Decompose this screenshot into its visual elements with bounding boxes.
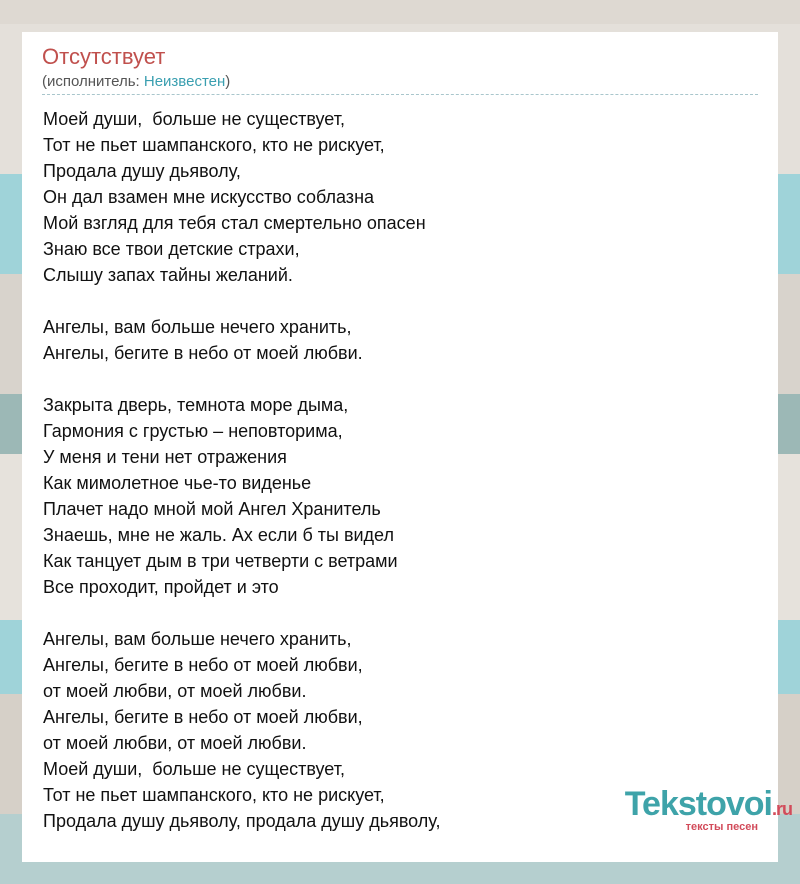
bg-stripe — [0, 0, 800, 24]
chorus-2 — [43, 626, 441, 834]
lyric-line: Моей души, больше не существует, — [43, 759, 345, 779]
logo-tld: .ru — [771, 799, 792, 819]
lyric-line: от моей любви, от моей любви. — [43, 733, 307, 753]
lyric-line: Ангелы, бегите в небо от моей любви, — [43, 707, 363, 727]
verse-2 — [43, 392, 441, 600]
artist-link[interactable]: Неизвестен — [143, 73, 226, 90]
lyric-line: Он дал взамен мне искусство соблазна — [43, 187, 375, 207]
lyric-line: Как танцует дым в три четверти с ветрами — [43, 551, 398, 571]
lyric-line: Гармония с грустью – неповторима, — [43, 421, 343, 441]
lyric-line: Ангелы, бегите в небо от моей любви. — [43, 343, 363, 363]
lyric-line: Все проходит, пройдет и это — [43, 577, 279, 597]
stanza-gap — [43, 600, 441, 626]
lyric-line: Как мимолетное чье-то виденье — [43, 473, 312, 493]
lyrics-text — [43, 106, 441, 834]
artist-suffix: ) — [225, 73, 231, 90]
song-title: Отсутствует — [42, 44, 166, 69]
lyric-line: Ангелы, вам больше нечего хранить, — [43, 629, 352, 649]
lyrics-card — [22, 32, 778, 862]
logo-subtitle: тексты песен — [685, 821, 758, 833]
verse-1 — [43, 106, 441, 288]
lyric-line: Знаю все твои детские страхи, — [43, 239, 300, 259]
lyric-line: Продала душу дьяволу, — [43, 161, 241, 181]
lyric-line: Продала душу дьяволу, продала душу дьяволу, — [43, 811, 441, 831]
lyric-line: Слышу запах тайны желаний. — [43, 265, 293, 285]
lyric-line: Закрыта дверь, темнота море дыма, — [43, 395, 349, 415]
chorus-1 — [43, 314, 441, 366]
lyric-line: Плачет надо мной мой Ангел Хранитель — [43, 499, 381, 519]
lyric-line: Тот не пьет шампанского, кто не рискует, — [43, 785, 385, 805]
lyric-line: Знаешь, мне не жаль. Ах если б ты видел — [43, 525, 394, 545]
artist-line — [42, 73, 230, 90]
lyric-line: от моей любви, от моей любви. — [43, 681, 307, 701]
lyric-line: У меня и тени нет отражения — [43, 447, 287, 467]
stanza-gap — [43, 366, 441, 392]
lyric-line: Ангелы, бегите в небо от моей любви, — [43, 655, 363, 675]
site-logo[interactable] — [625, 786, 792, 833]
stanza-gap — [43, 288, 441, 314]
title-divider — [42, 94, 758, 95]
lyric-line: Моей души, больше не существует, — [43, 109, 345, 129]
lyric-line: Ангелы, вам больше нечего хранить, — [43, 317, 352, 337]
lyric-line: Мой взгляд для тебя стал смертельно опасен — [43, 213, 426, 233]
lyric-line: Тот не пьет шампанского, кто не рискует, — [43, 135, 385, 155]
artist-prefix: (исполнитель: — [42, 73, 144, 90]
logo-main-text: Tekstovoi — [624, 785, 772, 823]
